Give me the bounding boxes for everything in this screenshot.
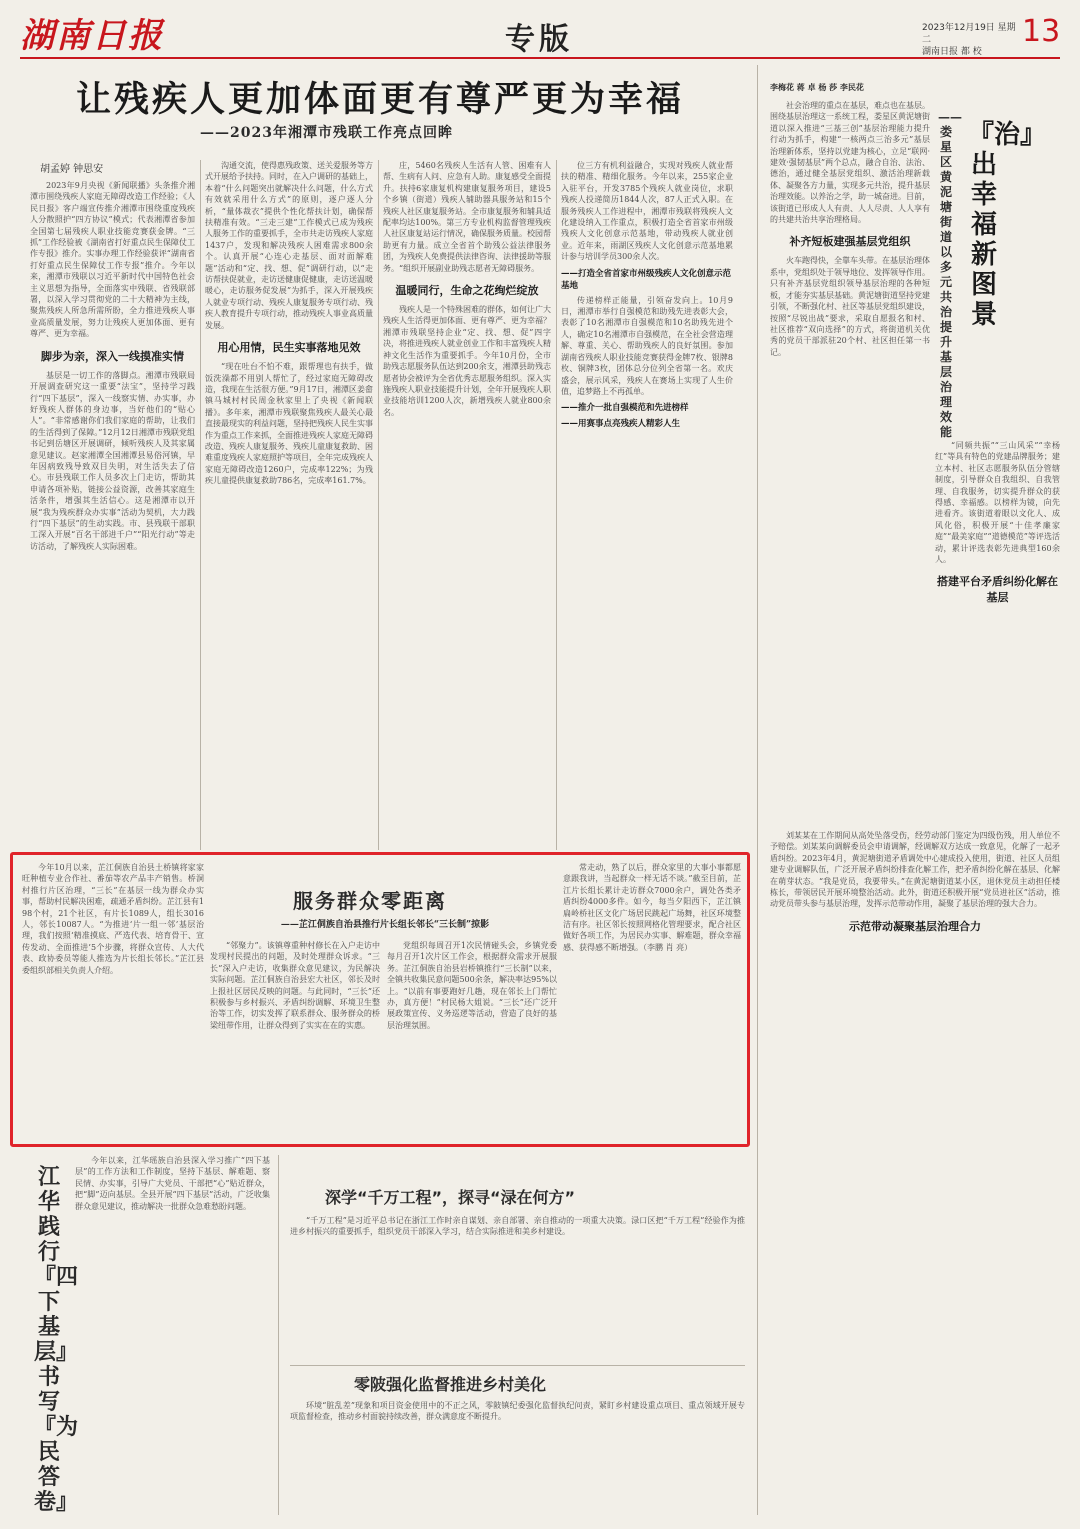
column-divider [556, 160, 557, 850]
main-col4-text: 位三方有机利益融合，实现对残疾人就业帮扶的精准、精细化服务。今年以来，255家企业入驻平台，开发3785个残疾人就业岗位，求职残疾人投递简历1844人次，87人正式入职。在服务残疾人工作进程中，湘潭市残联将残疾人文化建设纳入工作重点，积极打造全省首家市州级残疾人文化创意示范基地，带动残疾人就业创业。近年来，雨湖区残疾人文化创意示范基地累计参与培训学员300余人次。 [561, 161, 733, 262]
date-line: 2023年12月19日 星期二 [922, 23, 1016, 45]
sidebar-text-a: 社会治理的重点在基层，难点也在基层。围绕基层治理这一系统工程，娄星区黄泥塘街道以深入推进“三基三创”基层治理能力提升行动为抓手，构建“一核两点三治多元”基层治理新体系，坚持以党建为核心，立足“联网·建效·强韧基层”两个总点，融合自治、法治、德治，通过健全基层党组织、激活治理新载体、凝聚各方力量，实现多元共治，提升基层治理效能。以养治之学，助一城奋进。目前，该街道已形成人人有责、人人尽责、人人享有的共建共治共享治理格局。 [770, 101, 930, 225]
main-col1b-text: 基层是一切工作的落脚点。湘潭市残联局开展调查研究这一重要“法宝”，坚持学习践行“四下基层”，深入一线察实情、办实事，办好残疾人群体的身边事，当好他们的“贴心人”。“非常感谢你们我们家庭的帮助，让我们的生活得到了保障。”12月12日湘潭市残联党组书记到岳塘区开展调研，倾听残疾人及其家属意见建议。赵家湘潭全国湘潭县易俗河镇，早年因病致残导致双目失明，对生活失去了信心。市县残联工作人员多次上门走访，帮助其申请各项补贴，链接公益资源，改善其家庭生活条件，增强其生活信心。这是湘潭市以开展“我为残疾群众办实事”活动为契机，大力践行“四下基层”的生动实践。市、县残联干部职工深入开展“百名干部进千户”“阳光行动”等走访活动，了解残疾人实际困难。 [30, 370, 195, 551]
sidebar-authors: 李梅花 蒋 卓 杨 莎 李民花 [770, 83, 864, 92]
sidebar-divider [757, 65, 758, 1515]
highlight-title: 服务群众零距离 [293, 889, 447, 913]
bottom-column-2 [290, 1215, 745, 1365]
main-subtitle-4: ——打造全省首家市州级残疾人文化创意示范基地 [561, 268, 732, 291]
sidebar-column-3 [770, 830, 1060, 1520]
sidebar-subtitle-1: 补齐短板建强基层党组织 [789, 235, 911, 249]
highlight-text-c: 党组织每周召开1次民情碰头会，乡镇党委每月召开1次片区工作会，根据群众需求开展服务。芷江侗族自治县岩桥镇推行“三长制”以来，全镇共收集民意问题500余条，解决率达95%以上。“以前有事要跑好几趟，现在邻长上门帮忙办，真方便！”村民杨大姐说。“三长”还广泛开展政策宣传、义务巡逻等活动，营造了良好的基层治理氛围。 [387, 941, 557, 1030]
bottom-column-1 [75, 1155, 270, 1515]
sidebar-text-c: “同频共振”“三山风采”“幸杨红”等具有特色的党建品牌服务；建立本村、社区志愿服务队伍分管辖制度，引导群众自我组织、自我管理、自我服务，切实提升群众的获得感、幸福感。以榜样为镜，向先进看齐。该街道着眼以文化人、成风化俗，积极开展“十佳孝廉家庭”“最美家庭”“道德模范”等评选活动，累计评选表彰先进典型160余人。 [935, 441, 1060, 565]
sidebar-column-2 [935, 440, 1060, 820]
column-divider [378, 160, 379, 850]
sidebar-subtitle-2: 搭建平台矛盾纠纷化解在基层 [937, 575, 1058, 605]
main-col3b-text: 残疾人是一个特殊困难的群体，如何让广大残疾人生活得更加体面、更有尊严、更为幸福？湘潭市残联坚持企业“定、找、想、促”四字决，将推进残疾人就业创业工作和丰富残疾人精神文化生活作为重要抓手。今年10月份，全市助残志愿服务队伍达到200余支，湘潭县助残志愿者协会被评为全省优秀志愿服务组织。深入实施残疾人职业技能提升计划，全年开展残疾人职业技能培训1200人次，新增残疾人就业800余名。 [383, 305, 551, 417]
main-headline: 让残疾人更加体面更有尊严更为幸福 [75, 80, 684, 120]
sidebar-text-b: 火车跑得快，全靠车头带。在基层治理体系中，党组织处于领导地位、发挥领导作用。只有补齐基层党组织领导基层治理的各种短板，才能夯实基层基础。黄泥塘街道坚持党建引领，不断强化村、社区等基层党组织建设，按照“尽锐出战”要求，采取自愿报名和村、社区推荐“双向选择”的方式，将街道机关优秀的党员干部派驻20个村、社区担任第一书记。 [770, 256, 930, 357]
section-divider [290, 1365, 745, 1366]
highlight-subtitle: ——芷江侗族自治县推行片长组长邻长“三长制”掠影 [280, 920, 490, 930]
main-subtitle-5: ——推介一批自强模范和先进榜样 [561, 403, 689, 414]
main-byline: 胡孟婷 钟思安 [40, 164, 104, 175]
editor-line: 湖南日报 都 校 [922, 47, 982, 57]
main-col2-text: 沟通交流，使得惠残政策、送关爱服务等方式开展给予扶持。同时，在入户调研的基础上，本着“什么问题突出就解决什么问题，什么方式有效就采用什么方式”的原则，逐户逐人分析，“量体裁衣”提供个性化帮扶计划，确保帮扶精准有效。“三走三建”工作模式已成为残疾人服务工作的重要抓手，全市共走访残疾人家庭1437户，发现和解决残疾人困难需求800余个。认真开展“心连心走基层、面对面解难题”活动和“定、找、想、促”调研行动，以“走访帮扶促就业，走访送健康促健康，走访送温暖暖心，走访服务促发展”为抓手，深入开展残疾人就业专项行动、残疾人康复服务专项行动、残疾人教育提升专项行动，推动残疾人事业高质量发展。 [205, 161, 373, 330]
main-column-3 [383, 160, 551, 845]
main-subtitle-2: 用心用情，民生实事落地见效 [217, 341, 361, 355]
highlight-column-1 [22, 862, 204, 1140]
newspaper-logo: 湖南日报 [20, 16, 164, 56]
main-col3-text: 庄，5460名残疾人生活有人管、困难有人帮、生病有人问、应急有人助。康复感受全面提升。扶持6家康复机构建康复服务项目，建设5个乡镇（街道）残疾人辅助器具服务站和15个残疾人社区康复服务站。全市康复服务和辅具适配率均达100%。第三方专业机构监督管理残疾人社区康复站运行情况，确保服务质量。校园帮助更有力量。成立全省首个助残公益法律服务团，为残疾人免费提供法律咨询、法律援助等服务。“组织开展副业助残志愿者无障碍服务。 [383, 161, 551, 273]
highlight-column-4 [563, 862, 741, 1140]
bottom-column-3 [290, 1400, 745, 1515]
sidebar-title: 『治』出幸福新图景 [968, 120, 1047, 330]
masthead [0, 0, 1080, 62]
bottom-text-b: “千万工程”是习近平总书记在浙江工作时亲自谋划、亲自部署、亲自推动的一项重大决策。渌口区把“千万工程”经验作为推进乡村振兴的重要抓手，组织党员干部深入学习，结合实际推进和美乡村建设。 [290, 1216, 745, 1237]
column-divider [278, 1155, 279, 1515]
page-number: 13 [1022, 14, 1061, 49]
highlight-text-d: 常走动，熟了以后，群众家里的大事小事都愿意跟我讲，当起群众一样无话不谈。”截至目前，芷江片长组长累计走访群众7000余户，调处各类矛盾纠纷4000多件。如今，每当夕阳西下，芷江镇扁岭桥社区文化广场居民跳起广场舞，社区环境整洁有序。社区邻长按照网格化管理要求，配合社区做好各项工作，为居民办实事、解难题，群众幸福感、获得感不断增强。（李鹏 肖 亮） [563, 863, 741, 952]
main-col2b-text: “现在吐台不怕不难，跟帮理也有扶手，做饭洗澡都不用别人帮忙了，经过家庭无障碍改造，我现在生活很方便。”9月17日，湘潭区姜畲镇马城村村民周金秋家里上了央视《新闻联播》。多年来，湘潭市残联聚焦残疾人最关心最直接最现实的利益问题，坚持把残疾人民生实事作为重点工作来抓，全面推进残疾人家庭无障碍改造、残疾人康复服务、残疾儿童康复救助、困难重度残疾人家庭照护等项目，全年完成残疾人家庭无障碍改造1260户，完成率122%；为残疾儿童提供康复救助786名，完成率161.7%。 [205, 362, 373, 486]
bottom-title-2: 零陂强化监督推进乡村美化 [353, 1375, 546, 1394]
main-col1-text: 2023年9月央视《新闻联播》头条推介湘潭市围绕残疾人家庭无障碍改造工作经验；《人民日报》客户端宣传推介湘潭市围绕重度残疾人分散照护“四方协议”模式；代表湘潭省参加全国第七届残疾人职业技能竞赛获金牌。“三抓”工作经验被《湖南省打好重点民生保障仗工作专报》推介。实事办理工作经验获评“湖南省打好重点民生保障仗工作专报”推介。今年以来，湘潭市残联以习近平新时代中国特色社会主义思想为指导，全面落实中残联、省残联部署，以深入学习贯彻党的二十大精神为主线，聚焦残疾人所急所需所盼，全力推进残疾人事业高质量发展，努力让残疾人更加体面、更有尊严、更为幸福。 [30, 181, 195, 339]
date-info [922, 22, 1017, 58]
sidebar-column-1 [770, 100, 930, 820]
main-subtitle-6: ——用赛事点亮残疾人精彩人生 [561, 419, 681, 430]
sidebar-text-d: 刘某某在工作期间从高处坠落受伤，经劳动部门鉴定为四级伤残，用人单位不予赔偿。刘某某向调解委员会申请调解，经调解双方达成一致意见，化解了一起矛盾纠纷。2023年4月，黄泥塘街道矛盾调处中心建成投入使用，街道、社区人员组建专业调解队伍，广泛开展矛盾纠纷排查化解工作，把矛盾纠纷化解在基层、化解在萌芽状态。“我是党员，我要带头。”在黄泥塘街道某小区，退休党员主动担任楼栋长，带领居民开展环境整治活动。此外，街道还积极开展“党员进社区”活动，推动党员带头参与基层治理，发挥示范带动作用，凝聚了基层治理的强大合力。 [770, 831, 1060, 909]
column-divider [200, 160, 201, 850]
highlight-text-b: “邻聚力”。该镇尊重种村修长在入户走访中发现村民提出的问题，及时处理群众诉求。“三长”深入户走访，收集群众意见建议，为民解决实际问题。芷江侗族自治县宏大社区，邻长及时上报社区居民反映的问题。与此同时，“三长”还积极参与乡村振兴、矛盾纠纷调解、环境卫生整治等工作，切实发挥了联系群众、服务群众的桥梁纽带作用，让群众得到了实实在在的实惠。 [210, 941, 380, 1030]
main-column-4 [561, 160, 733, 845]
main-column-1 [30, 180, 195, 845]
main-subtitle-1: 脚步为亲，深入一线摸准实情 [41, 349, 184, 363]
main-col4b-text: 传递榜样正能量，引领奋发向上。10月9日，湘潭市举行自强模范和助残先进表彰大会，表彰了10名湘潭市自强模范和10名助残先进个人，确定10名湘潭市自强模范，在全社会营造理解、尊重、关心、帮助残疾人的良好氛围。参加湖南省残疾人职业技能竞赛获得金牌7枚、银牌8枚、铜牌3枚，团体总分位列全省第一名。欢庆盛会，展示风采，残疾人在赛场上实现了人生价值，追梦路上不再孤单。 [561, 295, 733, 396]
main-subtitle-3: 温暖同行，生命之花绚烂绽放 [395, 284, 539, 298]
bottom-title-1: 深学“千万工程”，探寻“渌在何方” [324, 1188, 576, 1207]
bottom-strip-title: 江华践行『四下基层』书写『为民答卷』 [34, 1165, 79, 1515]
section-title: 专版 [505, 22, 573, 57]
bottom-text-a: 今年以来，江华瑶族自治县深入学习推广“四下基层”的工作方法和工作制度，坚持下基层、解难题、察民情、办实事，引导广大党员、干部把“心”贴近群众，把“脚”迈向基层。全县开展“四下基层”活动，广泛收集群众意见建议，推动解决一批群众急难愁盼问题。 [75, 1156, 270, 1211]
sidebar-subtitle-3: 示范带动凝聚基层治理合力 [849, 919, 981, 933]
highlight-column-3 [387, 940, 557, 1140]
sidebar-subtitle: ——娄星区黄泥塘街道以多元共治提升基层治理效能 [938, 110, 962, 439]
bottom-text-c: 环境“脏乱差”现象和项目资金使用中的不正之风，零陂镇纪委强化监督执纪问责，紧盯乡村建设重点项目、重点领域开展专项监督检查，推动乡村面貌持续改善，群众满意度不断提升。 [290, 1401, 745, 1422]
main-column-2 [205, 160, 373, 845]
masthead-rule [20, 57, 1060, 59]
main-subhead: ——2023年湘潭市残联工作亮点回眸 [200, 125, 453, 141]
highlight-text-a: 今年10月以来，芷江侗族自治县土桥镇将家家旺种植专业合作社、番茄等农产品丰产销售。桥洞村推行片区治理，“三长”在基层一线为群众办实事，帮助村民解决困难，疏通矛盾纠纷。芷江县有198个村，21个社区，有片长1089人，组长3016人，邻长10087人。“为推进‘片一组一邻’基层治理，我们按照‘精准摸底、严选代表、培育骨干、宣传发动、全面推进’5个步骤，将群众宣传、人大代表、政协委员等能人推选为片长组长邻长。”芷江县委组织部相关负责人介绍。 [22, 863, 204, 975]
highlight-column-2 [210, 940, 380, 1140]
